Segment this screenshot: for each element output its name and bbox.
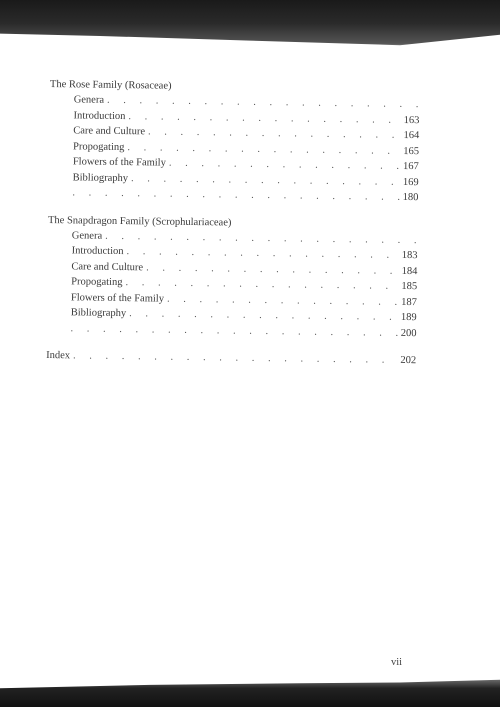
toc-section-rose — [48, 80, 420, 209]
toc-label: Introduction — [73, 109, 126, 122]
dot-leader — [169, 159, 401, 173]
toc-page-number: 202 — [400, 354, 417, 367]
section-title-snapdragon: The Snapdragon Family (Scrophulariaceae) — [47, 214, 232, 229]
scan-shadow-bottom — [0, 673, 500, 707]
toc-page-number: 183 — [401, 249, 418, 262]
section-title-rose: The Rose Family (Rosaceae) — [49, 79, 172, 92]
toc-label: Flowers of the Family — [72, 156, 166, 169]
toc-page-number: 169 — [402, 176, 419, 188]
scan-shadow-top — [0, 0, 500, 58]
toc-page-number: 185 — [401, 280, 418, 293]
dot-leader — [148, 127, 402, 141]
toc-section-snapdragon — [46, 215, 418, 344]
toc-label: Care and Culture — [73, 125, 146, 138]
toc-label: Bibliography — [70, 307, 127, 320]
toc-page-number: 200 — [400, 327, 417, 339]
toc-label: Genera — [73, 94, 105, 106]
dot-leader — [167, 294, 399, 308]
dot-leader — [73, 351, 398, 366]
toc-label: Care and Culture — [71, 260, 144, 273]
toc-label: Index — [46, 349, 71, 362]
toc-page-number: 164 — [403, 129, 420, 142]
toc-label: Propogating — [72, 140, 125, 153]
toc-label: Propogating — [71, 276, 123, 289]
toc-page-number: 180 — [402, 191, 419, 204]
table-of-contents — [46, 80, 420, 372]
toc-label: Introduction — [71, 245, 124, 258]
toc-page-number: 184 — [401, 265, 418, 277]
page-folio: vii — [391, 657, 403, 668]
toc-page-number: 165 — [403, 145, 420, 157]
toc-label: Bibliography — [72, 171, 129, 184]
toc-row-index[interactable] — [46, 351, 416, 372]
dot-leader — [146, 263, 400, 277]
toc-page-number: 189 — [400, 311, 417, 324]
toc-label: Flowers of the Family — [70, 291, 165, 305]
toc-page-number: 163 — [403, 114, 420, 126]
toc-page-number: 167 — [403, 160, 419, 173]
toc-page-number: 187 — [401, 296, 418, 308]
toc-label: Genera — [71, 229, 103, 242]
